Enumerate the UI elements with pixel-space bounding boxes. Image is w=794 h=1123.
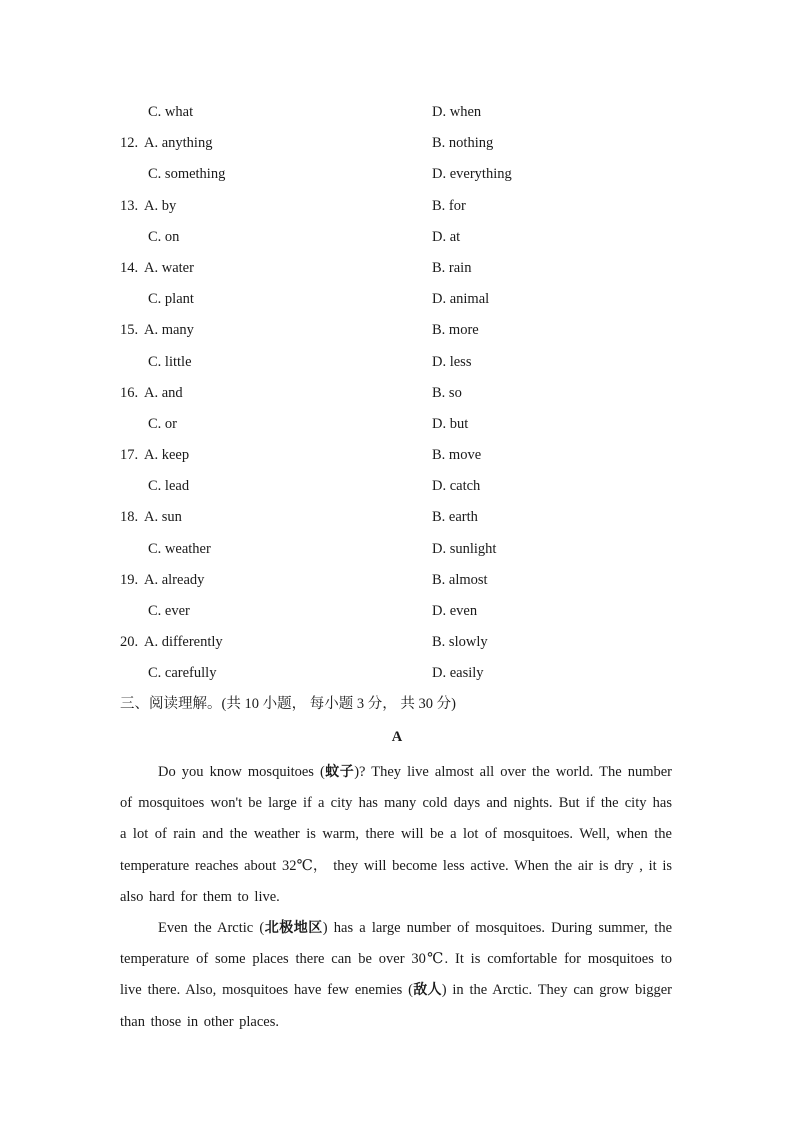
paragraph-text: ) in the Arctic. They can grow bigger than those in other places. bbox=[120, 982, 672, 1030]
option-left: C. what bbox=[148, 104, 194, 120]
question-number: 14. bbox=[120, 259, 139, 276]
option-row bbox=[0, 475, 794, 506]
option-row bbox=[0, 538, 794, 569]
option-left: A. differently bbox=[144, 634, 223, 651]
option-left: C. plant bbox=[148, 291, 194, 308]
option-right: B. more bbox=[432, 322, 479, 339]
option-left: A. keep bbox=[144, 447, 190, 464]
answer-options-list bbox=[0, 101, 794, 694]
option-left: A. many bbox=[144, 322, 194, 339]
option-row bbox=[0, 195, 794, 226]
option-right: D. sunlight bbox=[432, 540, 497, 557]
option-right: B. rain bbox=[432, 259, 472, 276]
option-row bbox=[0, 351, 794, 382]
question-number: 12. bbox=[120, 135, 139, 152]
option-left: C. on bbox=[148, 228, 180, 245]
option-row bbox=[0, 288, 794, 319]
paragraph-text: )? They live almost all over the world. The number of mosquitoes won't be large if a city has many cold days and nights. But if the city has a lot of rain and the weather is warm, there will be a lot of mosquitoes. Well, when the temperature reaches about 32℃， they will become less active. When the air is dry , it is also hard for them to live. bbox=[120, 764, 672, 905]
option-row bbox=[0, 319, 794, 350]
option-right: D. even bbox=[432, 603, 478, 619]
question-number: 17. bbox=[120, 447, 139, 464]
option-left: C. weather bbox=[148, 540, 211, 557]
option-left: C. or bbox=[148, 415, 177, 432]
option-left: A. water bbox=[144, 259, 194, 276]
option-row bbox=[0, 257, 794, 288]
paragraph-text: ) has a large number of mosquitoes. During summer, the temperature of some places there can be over 30℃. It is comfortable for mosquitoes to live there. Also, mosquitoes have few enemies ( bbox=[120, 920, 673, 999]
section-heading-reading: 三、阅读理解。(共 10 小题， 每小题 3 分， 共 30 分) bbox=[120, 696, 456, 712]
option-row bbox=[0, 101, 794, 132]
option-row bbox=[0, 600, 794, 631]
option-right: D. when bbox=[432, 104, 482, 120]
option-right: B. almost bbox=[432, 571, 488, 588]
question-number: 13. bbox=[120, 197, 139, 214]
option-row bbox=[0, 382, 794, 413]
option-right: B. earth bbox=[432, 509, 478, 526]
option-right: B. so bbox=[432, 384, 462, 401]
reading-passage bbox=[120, 757, 672, 1038]
option-row bbox=[0, 163, 794, 194]
option-left: C. ever bbox=[148, 603, 190, 619]
option-left: C. carefully bbox=[148, 665, 217, 682]
paragraph-text: Do you know mosquitoes ( bbox=[158, 764, 325, 780]
chinese-gloss: 北极地区 bbox=[264, 920, 323, 937]
paragraph-text: Even the Arctic ( bbox=[158, 920, 265, 937]
option-right: D. less bbox=[432, 353, 472, 370]
option-left: A. sun bbox=[144, 509, 182, 526]
option-right: B. slowly bbox=[432, 634, 488, 651]
option-left: A. by bbox=[144, 197, 177, 214]
option-left: A. already bbox=[144, 571, 205, 588]
option-left: C. lead bbox=[148, 478, 190, 495]
option-row bbox=[0, 662, 794, 693]
option-left: A. anything bbox=[144, 135, 213, 152]
option-right: D. easily bbox=[432, 665, 484, 682]
option-row bbox=[0, 413, 794, 444]
question-number: 15. bbox=[120, 322, 139, 339]
option-row bbox=[0, 631, 794, 662]
question-number: 16. bbox=[120, 384, 139, 401]
option-right: D. animal bbox=[432, 291, 490, 308]
option-right: D. but bbox=[432, 415, 469, 432]
option-right: D. at bbox=[432, 228, 461, 245]
passage-paragraph-1 bbox=[120, 757, 672, 913]
question-number: 20. bbox=[120, 634, 139, 651]
option-left: A. and bbox=[144, 384, 183, 401]
option-right: B. nothing bbox=[432, 135, 494, 152]
chinese-gloss: 蚊子 bbox=[324, 764, 355, 780]
chinese-gloss: 敌人 bbox=[413, 982, 442, 999]
option-left: C. something bbox=[148, 166, 226, 183]
question-number: 19. bbox=[120, 571, 139, 588]
option-row bbox=[0, 569, 794, 600]
option-row bbox=[0, 226, 794, 257]
option-right: B. for bbox=[432, 197, 466, 214]
option-row bbox=[0, 444, 794, 475]
passage-title: A bbox=[391, 729, 403, 745]
option-row bbox=[0, 132, 794, 163]
option-right: D. catch bbox=[432, 478, 481, 495]
question-number: 18. bbox=[120, 509, 139, 526]
option-left: C. little bbox=[148, 353, 192, 370]
option-right: B. move bbox=[432, 447, 482, 464]
passage-paragraph-2 bbox=[120, 913, 672, 1038]
option-row bbox=[0, 506, 794, 537]
option-right: D. everything bbox=[432, 166, 512, 183]
